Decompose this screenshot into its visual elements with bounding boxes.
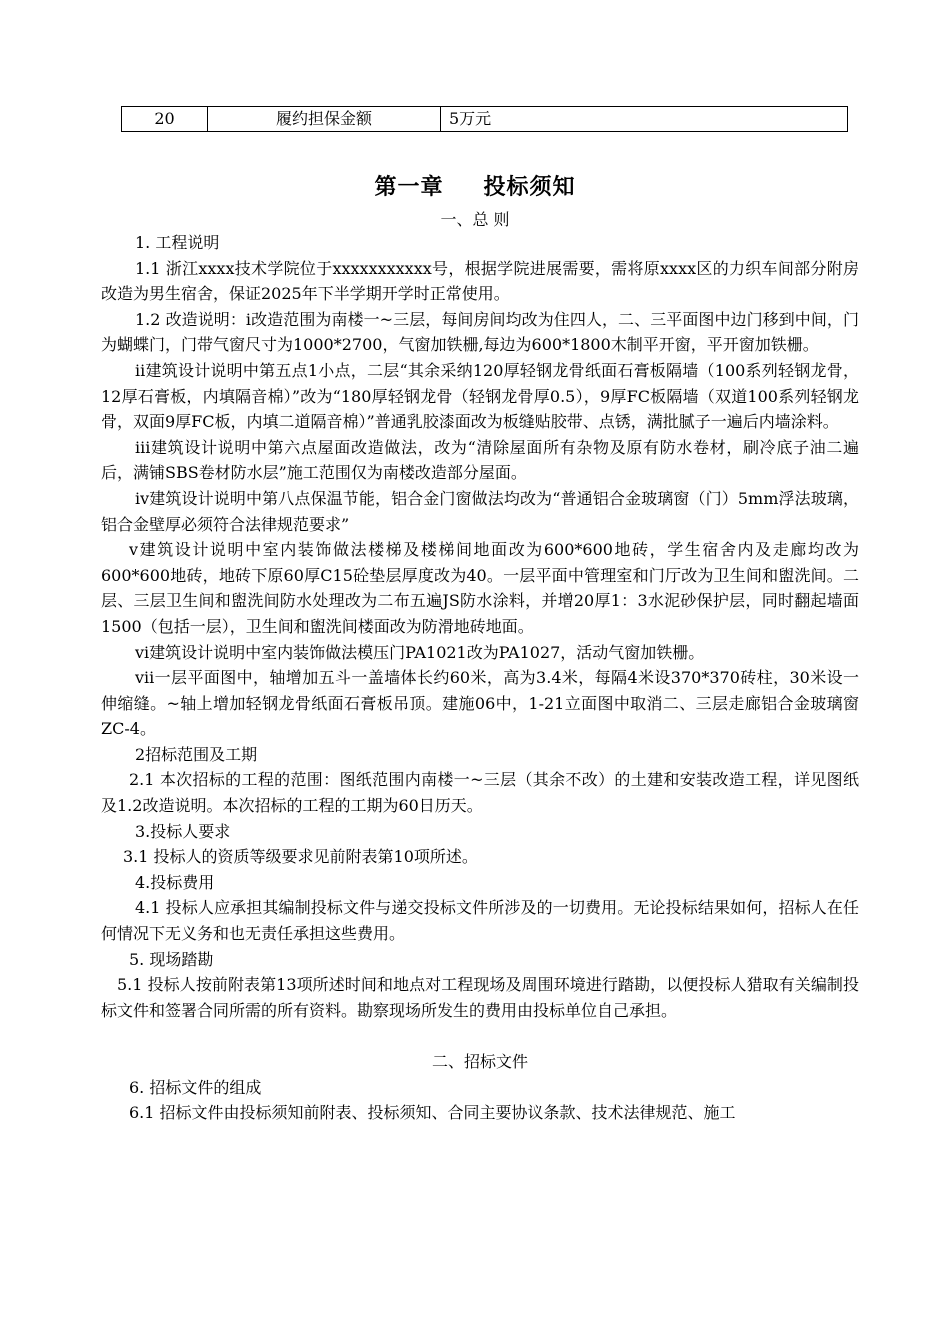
paragraph: 1.1 浙江xxxx技术学院位于xxxxxxxxxxx号，根据学院进展需要，需将原xxxx区的力织车间部分附房改造为男生宿舍，保证2025年下半学期开学时正常使用。 bbox=[101, 258, 859, 304]
paragraph: 5. 现场踏勘 bbox=[129, 949, 214, 969]
paragraph: 4.1 投标人应承担其编制投标文件与递交投标文件所涉及的一切费用。无论投标结果如何，招标人在任何情况下无义务和也无责任承担这些费用。 bbox=[101, 898, 859, 944]
paragraph: 6.1 招标文件由投标须知前附表、投标须知、合同主要协议条款、技术法律规范、施工 bbox=[129, 1103, 736, 1123]
paragraph: 3.1 投标人的资质等级要求见前附表第10项所述。 bbox=[123, 847, 478, 867]
row-value: 5万元 bbox=[441, 107, 848, 132]
chapter-number: 第一章 bbox=[374, 174, 444, 200]
paragraph: 2招标范围及工期 bbox=[135, 744, 258, 764]
paragraph: vii一层平面图中，轴增加五斗一盖墙体长约60米，高为3.4米，每隔4米设370*370砖柱，30米设一伸缩缝。~轴上增加轻钢龙骨纸面石膏板吊顶。建施06中，1-21立面图中取消二、三层走廊铝合金玻璃窗ZC-4。 bbox=[101, 668, 859, 739]
paragraph: v建筑设计说明中室内装饰做法楼梯及楼梯间地面改为600*600地砖，学生宿舍内及走廊均改为600*600地砖，地砖下原60厚C15砼垫层厚度改为40。一层平面中管理室和门厅改为卫生间和盥洗间。二层、三层卫生间和盥洗间防水处理改为二布五遍JS防水涂料，并增20厚1：3水泥砂保护层，同时翻起墙面1500（包括一层），卫生间和盥洗间楼面改为防滑地砖地面。 bbox=[101, 540, 859, 636]
paragraph: iv建筑设计说明中第八点保温节能，铝合金门窗做法均改为“普通铝合金玻璃窗（门）5mm浮法玻璃，铝合金壁厚必须符合法律规范要求” bbox=[101, 488, 859, 534]
paragraph: 1. 工程说明 bbox=[135, 233, 220, 252]
paragraph: 5.1 投标人按前附表第13项所述时间和地点对工程现场及周围环境进行踏勘，以便投标人猎取有关编制投标文件和签署合同所需的所有资料。勘察现场所发生的费用由投标单位自己承担。 bbox=[101, 975, 859, 1020]
table-row bbox=[122, 107, 848, 132]
paragraph: 6. 招标文件的组成 bbox=[129, 1077, 262, 1097]
paragraph: ii建筑设计说明中第五点1小点，二层“其余采纳120厚轻钢龙骨纸面石膏板隔墙（100系列轻钢龙骨，12厚石膏板，内填隔音棉）”改为“180厚轻钢龙骨（轻钢龙骨厚0.5），9厚FC板隔墙（双道100系列轻钢龙骨，双面9厚FC板，内填二道隔音棉）”普通乳胶漆面改为板缝贴胶带、点锈，满批腻子一遍后内墙涂料。 bbox=[101, 360, 859, 432]
paragraph: 4.投标费用 bbox=[135, 872, 215, 892]
chapter-heading bbox=[0, 170, 950, 201]
row-number: 20 bbox=[122, 107, 208, 132]
paragraph: iii建筑设计说明中第六点屋面改造做法，改为“清除屋面所有杂物及原有防水卷材，刷冷底子油二遍后，满铺SBS卷材防水层”施工范围仅为南楼改造部分屋面。 bbox=[101, 437, 859, 483]
section-heading-general: 一、总 则 bbox=[440, 210, 510, 229]
spacer bbox=[101, 1023, 859, 1049]
document-body bbox=[101, 230, 859, 1126]
appendix-table bbox=[121, 106, 848, 132]
paragraph: vi建筑设计说明中室内装饰做法模压门PA1021改为PA1027，活动气窗加铁栅。 bbox=[135, 642, 705, 662]
section-heading-documents: 二、招标文件 bbox=[431, 1052, 528, 1071]
row-item: 履约担保金额 bbox=[208, 107, 441, 132]
paragraph: 2.1 本次招标的工程的范围：图纸范围内南楼一~三层（其余不改）的土建和安装改造工程，详见图纸及1.2改造说明。本次招标的工程的工期为60日历天。 bbox=[101, 770, 859, 816]
chapter-title: 投标须知 bbox=[483, 174, 576, 200]
paragraph: 1.2 改造说明：i改造范围为南楼一~三层，每间房间均改为住四人，二、三平面图中边门移到中间，门为蝴蝶门，门带气窗尺寸为1000*2700，气窗加铁栅,每边为600*1800木制平开窗，平开窗加铁栅。 bbox=[101, 309, 859, 355]
paragraph: 3.投标人要求 bbox=[135, 821, 231, 841]
